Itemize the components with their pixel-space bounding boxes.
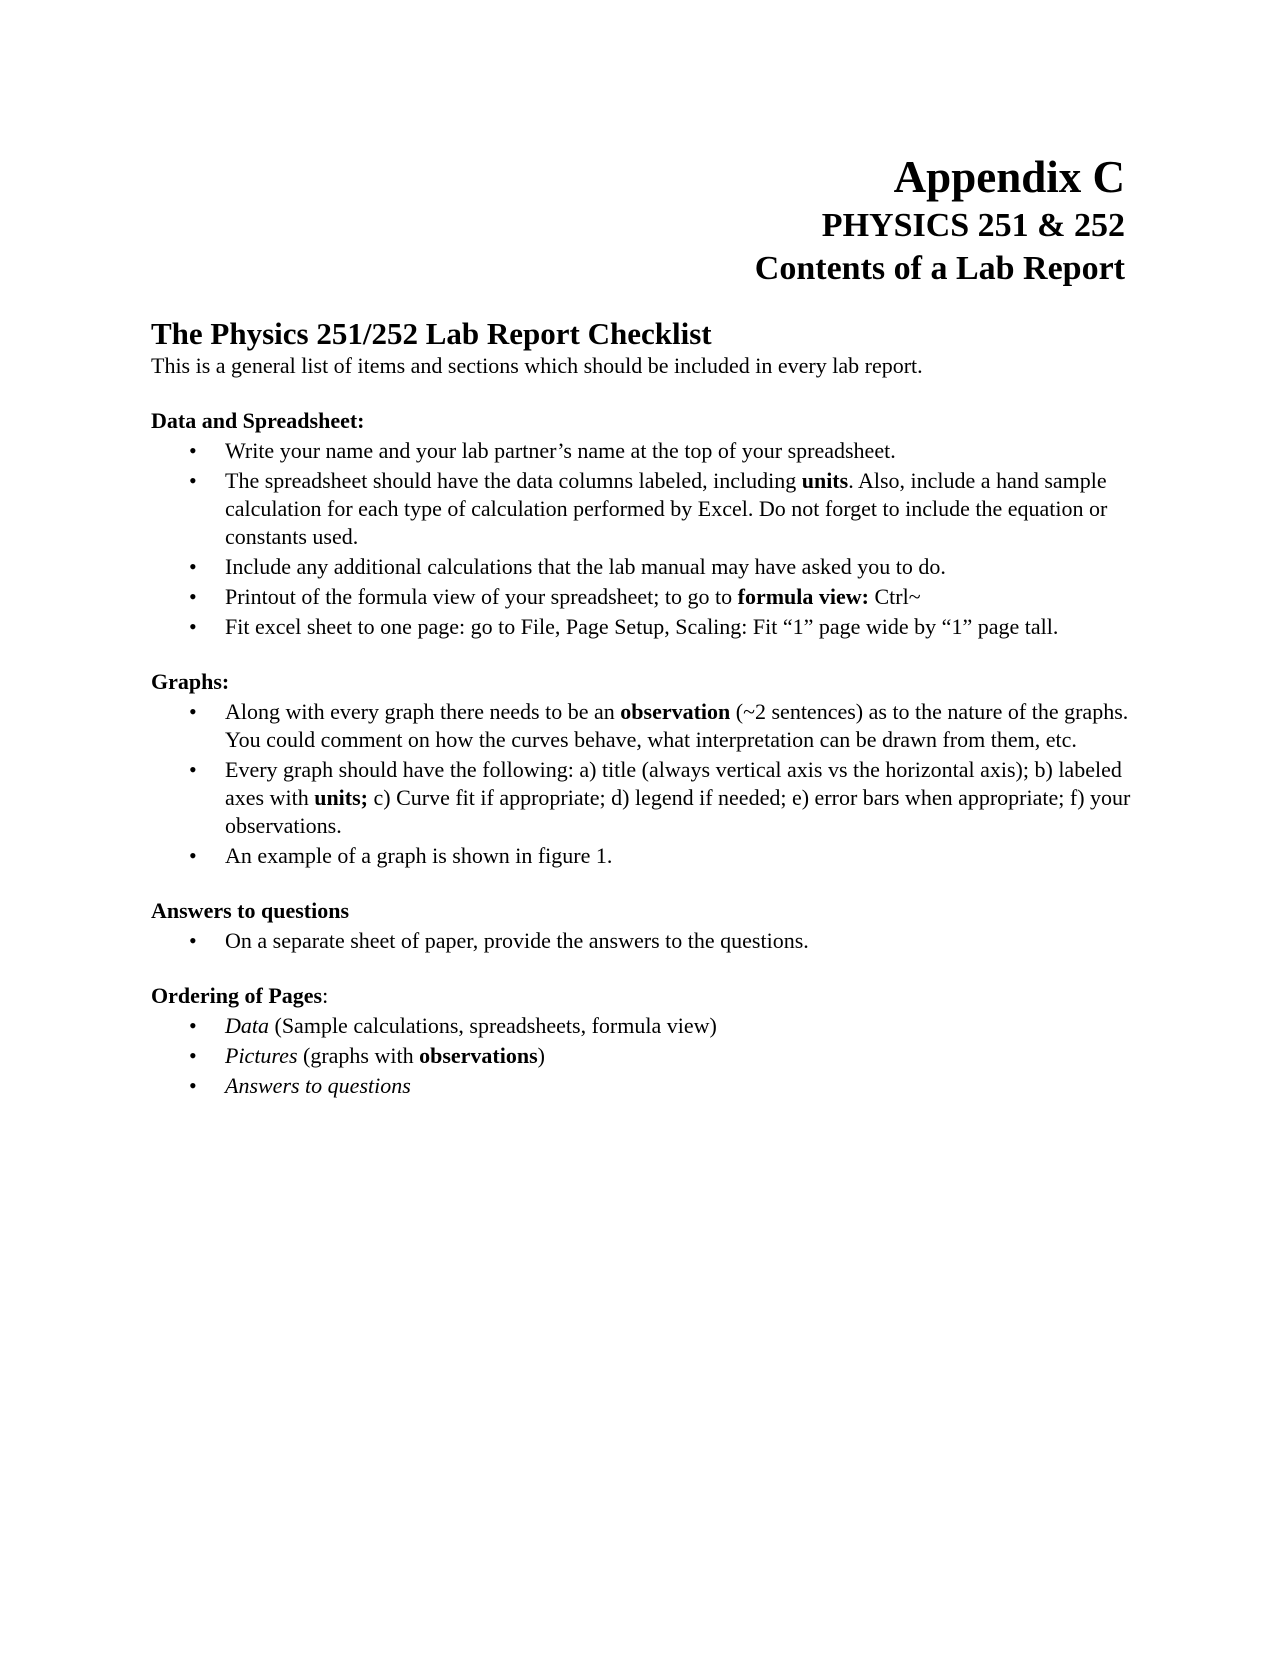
list-item (151, 613, 1131, 641)
data-section-list (151, 437, 1131, 641)
list-item-text: The spreadsheet should have the data columns labeled, including (225, 468, 802, 493)
bullet-icon: • (189, 1013, 197, 1038)
list-item-text: (graphs with (297, 1043, 420, 1068)
bullet-icon: • (189, 468, 197, 493)
list-item (151, 437, 1131, 465)
list-item (151, 553, 1131, 581)
checklist-intro: This is a general list of items and sections which should be included in every lab report. (151, 353, 923, 378)
document-title: Contents of a Lab Report (754, 250, 1125, 287)
bullet-icon: • (189, 614, 197, 639)
list-item (151, 1042, 1131, 1070)
list-item-text: Ctrl~ (868, 584, 921, 609)
bullet-icon: • (189, 1073, 197, 1098)
list-item-text: Every graph should have the following: a) title (always vertical axis vs the horizontal axis); b) labeled axes with (225, 757, 1122, 810)
checklist-title: The Physics 251/252 Lab Report Checklist (151, 316, 712, 351)
bullet-icon: • (189, 438, 197, 463)
page-header (755, 150, 1125, 290)
list-item-text: Write your name and your lab partner’s name at the top of your spreadsheet. (225, 438, 896, 463)
list-item (151, 583, 1131, 611)
bullet-icon: • (189, 757, 197, 782)
list-item-text: Fit excel sheet to one page: go to File, Page Setup, Scaling: Fit “1” page wide by “1” page tall. (225, 614, 1059, 639)
emphasis-observations: observations (419, 1043, 538, 1068)
list-item-text: Include any additional calculations that the lab manual may have asked you to do. (225, 554, 946, 579)
ordering-item-label: Pictures (225, 1043, 298, 1068)
emphasis-units: units (801, 468, 849, 493)
list-item-text: On a separate sheet of paper, provide the answers to the questions. (225, 928, 809, 953)
answers-section-heading: Answers to questions (151, 898, 350, 923)
bullet-icon: • (189, 1043, 197, 1068)
appendix-title: Appendix C (893, 152, 1125, 202)
list-item-text: . Also, include a hand sample calculation for each type of calculation performed by Excel. Do not forget to include the equation or constants used. (225, 468, 1108, 549)
answers-section-list (151, 927, 1131, 955)
ordering-heading-text: Ordering of Pages (151, 983, 323, 1008)
list-item (151, 1012, 1131, 1040)
ordering-item-label: Answers to questions (225, 1073, 411, 1098)
ordering-section-heading (151, 982, 1131, 1010)
ordering-section-list (151, 1012, 1131, 1100)
graphs-section-list (151, 698, 1131, 870)
bullet-icon: • (189, 554, 197, 579)
bullet-icon: • (189, 584, 197, 609)
list-item-text: ) (537, 1043, 545, 1068)
emphasis-observation: observation (620, 699, 731, 724)
list-item-text: (~2 sentences) as to the nature of the graphs. You could comment on how the curves behave, what interpretation can be drawn from them, etc. (225, 699, 1129, 752)
ordering-heading-colon: : (322, 983, 329, 1008)
emphasis-units: units; (314, 785, 368, 810)
course-title: PHYSICS 251 & 252 (821, 207, 1125, 244)
bullet-icon: • (189, 843, 197, 868)
graphs-section-heading: Graphs: (151, 669, 230, 694)
list-item-text: Along with every graph there needs to be an (225, 699, 621, 724)
bullet-icon: • (189, 928, 197, 953)
bullet-icon: • (189, 699, 197, 724)
data-section-heading: Data and Spreadsheet: (151, 408, 365, 433)
list-item (151, 927, 1131, 955)
list-item (151, 467, 1131, 551)
list-item (151, 756, 1131, 840)
list-item-text: Printout of the formula view of your spreadsheet; to go to (225, 584, 738, 609)
list-item-text: An example of a graph is shown in figure 1. (225, 843, 613, 868)
list-item (151, 1072, 1131, 1100)
list-item-text: c) Curve fit if appropriate; d) legend if needed; e) error bars when appropriate; f) your observations. (225, 785, 1131, 838)
emphasis-formula-view: formula view: (737, 584, 869, 609)
document-body (151, 316, 1131, 1102)
list-item (151, 698, 1131, 754)
ordering-item-label: Data (225, 1013, 269, 1038)
list-item-text: (Sample calculations, spreadsheets, formula view) (269, 1013, 717, 1038)
list-item (151, 842, 1131, 870)
